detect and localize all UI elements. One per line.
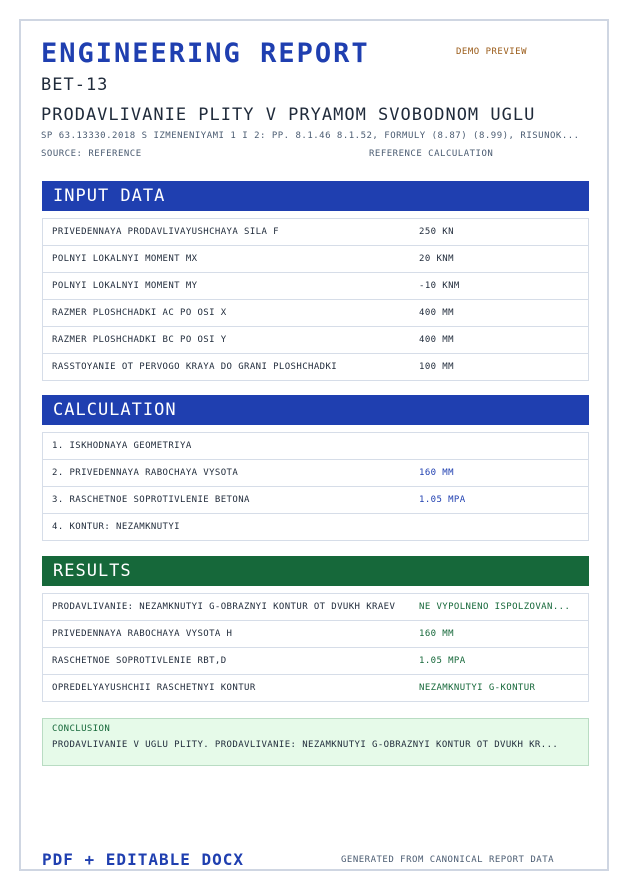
table-row bbox=[43, 514, 588, 541]
row-label: OPREDELYAYUSHCHII RASCHETNYI KONTUR bbox=[52, 683, 256, 693]
row-value: -10 KNM bbox=[419, 281, 460, 291]
report-code: BET-13 bbox=[41, 75, 109, 95]
input-heading: INPUT DATA bbox=[42, 181, 589, 211]
table-row bbox=[43, 487, 588, 514]
results-section bbox=[42, 556, 589, 702]
row-label: PRIVEDENNAYA PRODAVLIVAYUSHCHAYA SILA F bbox=[52, 227, 279, 237]
norms-reference: SP 63.13330.2018 S IZMENENIYAMI 1 I 2: PP. 8.1.46 8.1.52, FORMULY (8.87) (8.99), RISUNOK... bbox=[41, 131, 580, 141]
row-value: 400 MM bbox=[419, 308, 454, 318]
report-title: ENGINEERING REPORT bbox=[41, 38, 370, 69]
row-label: RAZMER PLOSHCHADKI BC PO OSI Y bbox=[52, 335, 227, 345]
conclusion-text: PRODAVLIVANIE V UGLU PLITY. PRODAVLIVANIE: NEZAMKNUTYI G-OBRAZNYI KONTUR OT DVUKH KR... bbox=[52, 740, 559, 750]
row-value: 1.05 MPA bbox=[419, 495, 466, 505]
row-value: 160 MM bbox=[419, 468, 454, 478]
table-row bbox=[43, 273, 588, 300]
table-row bbox=[43, 460, 588, 487]
table-row bbox=[43, 594, 588, 621]
results-heading: RESULTS bbox=[42, 556, 589, 586]
report-subtitle: PRODAVLIVANIE PLITY V PRYAMOM SVOBODNOM UGLU bbox=[41, 105, 536, 125]
demo-badge: DEMO PREVIEW bbox=[456, 47, 528, 57]
conclusion-label: CONCLUSION bbox=[52, 724, 111, 734]
calculation-table bbox=[42, 432, 589, 541]
row-value: NE VYPOLNENO ISPOLZOVAN... bbox=[419, 602, 571, 612]
row-label: POLNYI LOKALNYI MOMENT MY bbox=[52, 281, 198, 291]
calculation-heading: CALCULATION bbox=[42, 395, 589, 425]
table-row bbox=[43, 300, 588, 327]
row-label: RASSTOYANIE OT PERVOGO KRAYA DO GRANI PLOSHCHADKI bbox=[52, 362, 338, 372]
table-row bbox=[43, 433, 588, 460]
source-label: SOURCE: REFERENCE bbox=[41, 149, 142, 159]
results-table bbox=[42, 593, 589, 702]
table-row bbox=[43, 648, 588, 675]
calc-type-label: REFERENCE CALCULATION bbox=[369, 149, 494, 159]
export-formats: PDF + EDITABLE DOCX bbox=[42, 850, 245, 869]
row-label: PRODAVLIVANIE: NEZAMKNUTYI G-OBRAZNYI KONTUR OT DVUKH KRAEV bbox=[52, 602, 396, 612]
row-value: NEZAMKNUTYI G-KONTUR bbox=[419, 683, 536, 693]
conclusion-box bbox=[42, 718, 589, 766]
table-row bbox=[43, 327, 588, 354]
source-row bbox=[41, 149, 587, 161]
row-value: 400 MM bbox=[419, 335, 454, 345]
row-label: POLNYI LOKALNYI MOMENT MX bbox=[52, 254, 198, 264]
input-section bbox=[42, 181, 589, 381]
report-header bbox=[41, 39, 587, 161]
table-row bbox=[43, 246, 588, 273]
row-label: PRIVEDENNAYA RABOCHAYA VYSOTA H bbox=[52, 629, 233, 639]
report-page bbox=[19, 19, 609, 871]
table-row bbox=[43, 621, 588, 648]
row-value: 1.05 MPA bbox=[419, 656, 466, 666]
row-value: 250 KN bbox=[419, 227, 454, 237]
row-value: 20 KNM bbox=[419, 254, 454, 264]
row-label: 4. KONTUR: NEZAMKNUTYI bbox=[52, 522, 181, 532]
table-row bbox=[43, 354, 588, 381]
row-value: 160 MM bbox=[419, 629, 454, 639]
table-row bbox=[43, 675, 588, 702]
row-label: RASCHETNOE SOPROTIVLENIE RBT,D bbox=[52, 656, 227, 666]
footer-note: GENERATED FROM CANONICAL REPORT DATA bbox=[341, 855, 555, 865]
row-label: RAZMER PLOSHCHADKI AC PO OSI X bbox=[52, 308, 227, 318]
input-table bbox=[42, 218, 589, 381]
table-row bbox=[43, 219, 588, 246]
calculation-section bbox=[42, 395, 589, 541]
row-value: 100 MM bbox=[419, 362, 454, 372]
row-label: 3. RASCHETNOE SOPROTIVLENIE BETONA bbox=[52, 495, 250, 505]
row-label: 2. PRIVEDENNAYA RABOCHAYA VYSOTA bbox=[52, 468, 239, 478]
row-label: 1. ISKHODNAYA GEOMETRIYA bbox=[52, 441, 192, 451]
